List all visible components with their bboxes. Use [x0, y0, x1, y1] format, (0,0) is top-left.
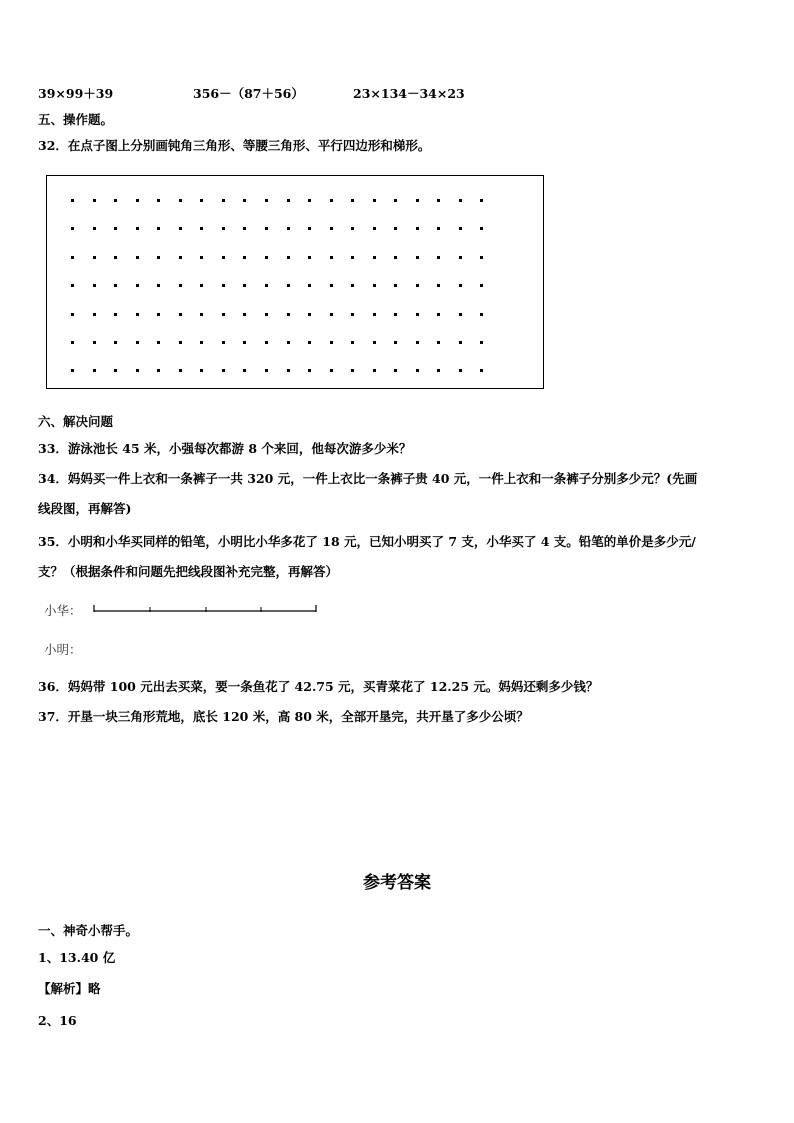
grid-dot	[71, 313, 74, 316]
grid-dot	[114, 227, 117, 230]
answer-1: 1、13.40 亿	[38, 950, 116, 965]
grid-dot	[93, 256, 96, 259]
grid-dot	[373, 284, 376, 287]
grid-dot	[287, 369, 290, 372]
grid-dot	[373, 341, 376, 344]
answer-1-analysis: 【解析】略	[38, 981, 101, 996]
grid-dot	[437, 313, 440, 316]
grid-dot	[437, 341, 440, 344]
grid-dot	[200, 341, 203, 344]
grid-dot	[114, 256, 117, 259]
grid-dot	[394, 227, 397, 230]
grid-dot	[373, 313, 376, 316]
grid-dot	[330, 341, 333, 344]
grid-dot	[416, 341, 419, 344]
question-36: 36．妈妈带 100 元出去买菜，要一条鱼花了 42.75 元，买青菜花了 12.25 元。妈妈还剩多少钱？	[38, 679, 599, 694]
answers-section-1: 一、神奇小帮手。	[38, 923, 139, 938]
grid-dot	[93, 313, 96, 316]
grid-dot	[394, 256, 397, 259]
grid-dot	[243, 199, 246, 202]
grid-dot	[114, 199, 117, 202]
grid-dot	[136, 256, 139, 259]
grid-dot	[265, 256, 268, 259]
grid-dot	[157, 227, 160, 230]
section-5-title: 五、操作题。	[38, 112, 114, 127]
grid-dot	[373, 256, 376, 259]
grid-dot	[136, 199, 139, 202]
grid-dot	[330, 256, 333, 259]
grid-dot	[265, 284, 268, 287]
grid-dot	[480, 313, 483, 316]
grid-dot	[136, 369, 139, 372]
calc-1: 39×99＋39	[38, 86, 114, 101]
grid-dot	[308, 284, 311, 287]
grid-dot	[222, 341, 225, 344]
grid-dot	[265, 227, 268, 230]
grid-dot	[114, 313, 117, 316]
grid-dot	[179, 199, 182, 202]
grid-dot	[330, 284, 333, 287]
grid-dot	[222, 256, 225, 259]
label-xiaohua: 小华：	[44, 603, 82, 618]
grid-dot	[330, 313, 333, 316]
grid-dot	[351, 313, 354, 316]
grid-dot	[179, 227, 182, 230]
grid-dot	[200, 199, 203, 202]
grid-dot	[93, 199, 96, 202]
grid-dot	[200, 284, 203, 287]
section-6-title: 六、解决问题	[38, 414, 114, 429]
grid-dot	[437, 284, 440, 287]
grid-dot	[437, 369, 440, 372]
grid-dot	[157, 313, 160, 316]
dot-grid[interactable]	[46, 175, 544, 389]
grid-dot	[416, 227, 419, 230]
grid-dot	[437, 199, 440, 202]
answer-2: 2、16	[38, 1013, 77, 1028]
grid-dot	[71, 341, 74, 344]
grid-dot	[459, 284, 462, 287]
grid-dot	[265, 341, 268, 344]
grid-dot	[222, 369, 225, 372]
grid-dot	[459, 256, 462, 259]
grid-dot	[136, 284, 139, 287]
grid-dot	[480, 369, 483, 372]
grid-dot	[351, 369, 354, 372]
grid-dot	[373, 227, 376, 230]
label-xiaoming: 小明：	[44, 642, 82, 657]
grid-dot	[459, 199, 462, 202]
grid-dot	[287, 227, 290, 230]
grid-dot	[243, 341, 246, 344]
grid-dot	[71, 227, 74, 230]
grid-dot	[351, 341, 354, 344]
grid-dot	[179, 369, 182, 372]
grid-dot	[157, 256, 160, 259]
grid-dot	[351, 227, 354, 230]
grid-dot	[287, 256, 290, 259]
grid-dot	[480, 227, 483, 230]
grid-dot	[459, 369, 462, 372]
grid-dot	[200, 369, 203, 372]
question-34-line-2: 线段图，再解答)	[38, 501, 132, 516]
grid-dot	[480, 284, 483, 287]
question-32: 32．在点子图上分别画钝角三角形、等腰三角形、平行四边形和梯形。	[38, 138, 431, 153]
grid-dot	[373, 369, 376, 372]
grid-dot	[157, 199, 160, 202]
grid-dot	[93, 227, 96, 230]
grid-dot	[351, 256, 354, 259]
grid-dot	[308, 369, 311, 372]
question-34-line-1: 34．妈妈买一件上衣和一条裤子一共 320 元，一件上衣比一条裤子贵 40 元，一件上衣和一条裤子分别多少元？(先画	[38, 471, 698, 486]
grid-dot	[437, 256, 440, 259]
grid-dot	[136, 313, 139, 316]
grid-dot	[265, 369, 268, 372]
calc-3: 23×134－34×23	[353, 86, 465, 101]
grid-dot	[114, 284, 117, 287]
grid-dot	[351, 284, 354, 287]
grid-dot	[394, 313, 397, 316]
grid-dot	[222, 313, 225, 316]
grid-dot	[480, 256, 483, 259]
grid-dot	[157, 341, 160, 344]
grid-dot	[179, 284, 182, 287]
grid-dot	[373, 199, 376, 202]
grid-dot	[179, 256, 182, 259]
grid-dot	[459, 313, 462, 316]
grid-dot	[114, 369, 117, 372]
grid-dot	[71, 369, 74, 372]
grid-dot	[243, 313, 246, 316]
grid-dot	[416, 369, 419, 372]
grid-dot	[222, 227, 225, 230]
grid-dot	[287, 199, 290, 202]
question-35-line-2: 支？（根据条件和问题先把线段图补充完整，再解答）	[38, 564, 339, 579]
grid-dot	[459, 341, 462, 344]
grid-dot	[330, 227, 333, 230]
grid-dot	[200, 227, 203, 230]
grid-dot	[330, 369, 333, 372]
grid-dot	[265, 313, 268, 316]
grid-dot	[308, 341, 311, 344]
question-37: 37．开垦一块三角形荒地，底长 120 米，高 80 米，全部开垦完，共开垦了多少公顷？	[38, 709, 529, 724]
grid-dot	[394, 199, 397, 202]
grid-dot	[93, 341, 96, 344]
grid-dot	[287, 313, 290, 316]
grid-dot	[136, 341, 139, 344]
grid-dot	[416, 199, 419, 202]
grid-dot	[222, 199, 225, 202]
grid-dot	[71, 199, 74, 202]
grid-dot	[222, 284, 225, 287]
grid-dot	[416, 284, 419, 287]
grid-dot	[308, 256, 311, 259]
grid-dot	[200, 313, 203, 316]
grid-dot	[157, 284, 160, 287]
grid-dot	[243, 256, 246, 259]
grid-dot	[287, 284, 290, 287]
grid-dot	[351, 199, 354, 202]
grid-dot	[308, 199, 311, 202]
grid-dot	[480, 199, 483, 202]
grid-dot	[243, 227, 246, 230]
xiaohua-segment-diagram	[93, 602, 317, 612]
grid-dot	[71, 284, 74, 287]
grid-dot	[394, 369, 397, 372]
grid-dot	[287, 341, 290, 344]
grid-dot	[416, 313, 419, 316]
grid-dot	[71, 256, 74, 259]
grid-dot	[93, 284, 96, 287]
grid-dot	[243, 369, 246, 372]
grid-dot	[136, 227, 139, 230]
grid-dot	[459, 227, 462, 230]
grid-dot	[114, 341, 117, 344]
grid-dot	[157, 369, 160, 372]
grid-dot	[394, 341, 397, 344]
grid-dot	[200, 256, 203, 259]
grid-dot	[265, 199, 268, 202]
grid-dot	[480, 341, 483, 344]
grid-dot	[330, 199, 333, 202]
question-33: 33．游泳池长 45 米，小强每次都游 8 个来回，他每次游多少米？	[38, 441, 412, 456]
grid-dot	[308, 227, 311, 230]
calc-2: 356－（87＋56）	[193, 86, 304, 101]
grid-dot	[416, 256, 419, 259]
grid-dot	[308, 313, 311, 316]
grid-dot	[93, 369, 96, 372]
grid-dot	[437, 227, 440, 230]
grid-dot	[394, 284, 397, 287]
grid-dot	[243, 284, 246, 287]
grid-dot	[179, 341, 182, 344]
grid-dot	[179, 313, 182, 316]
question-35-line-1: 35．小明和小华买同样的铅笔，小明比小华多花了 18 元，已知小明买了 7 支，小华买了 4 支。铅笔的单价是多少元/	[38, 534, 696, 549]
answers-title: 参考答案	[363, 873, 431, 893]
